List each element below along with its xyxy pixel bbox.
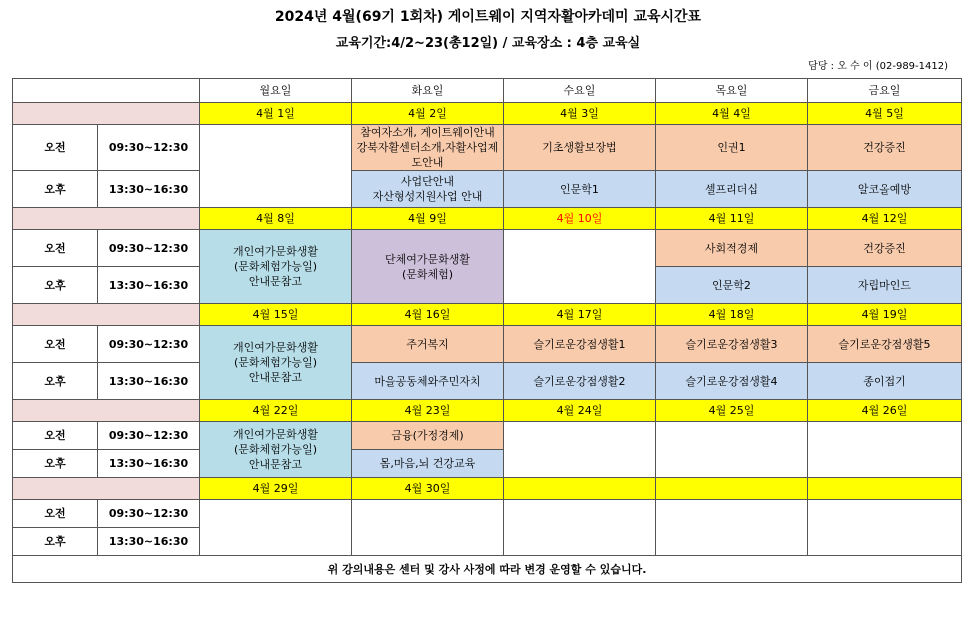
am-time: 09:30~12:30 — [98, 422, 200, 450]
date-label-cell — [13, 304, 200, 326]
date-cell: 4월 8일 — [200, 208, 352, 230]
pm-label: 오후 — [13, 267, 98, 304]
am-row — [13, 422, 962, 450]
pm-time: 13:30~16:30 — [98, 528, 200, 556]
class-cell: 금융(가정경제) — [352, 422, 504, 450]
date-cell: 4월 3일 — [504, 103, 656, 125]
date-cell: 4월 18일 — [656, 304, 808, 326]
empty-cell — [200, 500, 352, 556]
class-cell: 기초생활보장법 — [504, 125, 656, 171]
day-header: 목요일 — [656, 79, 808, 103]
date-cell: 4월 25일 — [656, 400, 808, 422]
date-label-cell — [13, 478, 200, 500]
empty-cell — [504, 230, 656, 304]
class-cell: 슬기로운강점생활4 — [656, 363, 808, 400]
am-label: 오전 — [13, 500, 98, 528]
empty-cell — [808, 422, 962, 478]
empty-cell — [656, 500, 808, 556]
date-cell: 4월 22일 — [200, 400, 352, 422]
date-cell: 4월 11일 — [656, 208, 808, 230]
pm-label: 오후 — [13, 363, 98, 400]
date-row — [13, 478, 962, 500]
class-cell: 개인여가문화생활 (문화체험가능일) 안내문참고 — [200, 326, 352, 400]
empty-cell — [200, 125, 352, 208]
page-subtitle: 교육기간:4/2~23(총12일) / 교육장소 : 4층 교육실 — [335, 36, 641, 51]
date-label-cell — [13, 103, 200, 125]
pm-label: 오후 — [13, 450, 98, 478]
empty-cell — [352, 500, 504, 556]
date-row — [13, 400, 962, 422]
date-row — [13, 304, 962, 326]
class-cell: 사회적경제 — [656, 230, 808, 267]
date-cell: 4월 16일 — [352, 304, 504, 326]
am-label: 오전 — [13, 125, 98, 171]
footer-row — [13, 556, 962, 583]
date-cell: 4월 2일 — [352, 103, 504, 125]
class-cell: 슬기로운강점생활1 — [504, 326, 656, 363]
class-cell: 인문학2 — [656, 267, 808, 304]
date-cell: 4월 26일 — [808, 400, 962, 422]
date-label-cell — [13, 208, 200, 230]
date-cell: 4월 17일 — [504, 304, 656, 326]
class-cell: 개인여가문화생활 (문화체험가능일) 안내문참고 — [200, 422, 352, 478]
class-cell: 건강증진 — [808, 125, 962, 171]
pm-time: 13:30~16:30 — [98, 450, 200, 478]
date-cell: 4월 23일 — [352, 400, 504, 422]
date-cell — [808, 478, 962, 500]
date-cell — [656, 478, 808, 500]
am-label: 오전 — [13, 230, 98, 267]
class-cell: 몸,마음,뇌 건강교육 — [352, 450, 504, 478]
am-row — [13, 230, 962, 267]
footer-note: 위 강의내용은 센터 및 강사 사정에 따라 변경 운영할 수 있습니다. — [13, 556, 962, 583]
class-cell: 마을공동체와주민자치 — [352, 363, 504, 400]
day-header-row — [13, 79, 962, 103]
class-cell: 주거복지 — [352, 326, 504, 363]
class-cell: 참여자소개, 게이트웨이안내 강북자활센터소개,자활사업제도안내 — [352, 125, 504, 171]
am-label: 오전 — [13, 326, 98, 363]
corner-cell — [13, 79, 200, 103]
class-cell: 인권1 — [656, 125, 808, 171]
date-label-cell — [13, 400, 200, 422]
pm-row — [13, 171, 962, 208]
date-cell: 4월 5일 — [808, 103, 962, 125]
empty-cell — [808, 500, 962, 556]
date-cell: 4월 19일 — [808, 304, 962, 326]
class-cell: 슬기로운강점생활2 — [504, 363, 656, 400]
pm-label: 오후 — [13, 528, 98, 556]
holiday-date-cell: 4월 10일 — [504, 208, 656, 230]
pm-label: 오후 — [13, 171, 98, 208]
schedule-table — [12, 78, 962, 583]
pm-row — [13, 363, 962, 400]
date-cell: 4월 1일 — [200, 103, 352, 125]
date-cell: 4월 24일 — [504, 400, 656, 422]
date-cell — [504, 478, 656, 500]
day-header: 수요일 — [504, 79, 656, 103]
day-header: 화요일 — [352, 79, 504, 103]
am-row — [13, 326, 962, 363]
date-cell: 4월 29일 — [200, 478, 352, 500]
day-header: 금요일 — [808, 79, 962, 103]
pm-time: 13:30~16:30 — [98, 171, 200, 208]
pm-time: 13:30~16:30 — [98, 363, 200, 400]
am-row — [13, 125, 962, 171]
date-cell: 4월 30일 — [352, 478, 504, 500]
day-header: 월요일 — [200, 79, 352, 103]
class-cell: 알코올예방 — [808, 171, 962, 208]
empty-cell — [504, 500, 656, 556]
date-cell: 4월 4일 — [656, 103, 808, 125]
class-cell: 건강증진 — [808, 230, 962, 267]
date-cell: 4월 12일 — [808, 208, 962, 230]
class-cell: 슬기로운강점생활3 — [656, 326, 808, 363]
am-time: 09:30~12:30 — [98, 500, 200, 528]
am-time: 09:30~12:30 — [98, 326, 200, 363]
date-row — [13, 103, 962, 125]
class-cell: 단체여가문화생활 (문화체험) — [352, 230, 504, 304]
empty-cell — [656, 422, 808, 478]
page-title: 2024년 4월(69기 1회차) 게이트웨이 지역자활아카데미 교육시간표 — [274, 9, 702, 25]
pm-time: 13:30~16:30 — [98, 267, 200, 304]
class-cell: 셀프리더십 — [656, 171, 808, 208]
class-cell: 슬기로운강점생활5 — [808, 326, 962, 363]
empty-cell — [504, 422, 656, 478]
class-cell: 인문학1 — [504, 171, 656, 208]
date-cell: 4월 9일 — [352, 208, 504, 230]
class-cell: 개인여가문화생활 (문화체험가능일) 안내문참고 — [200, 230, 352, 304]
date-cell: 4월 15일 — [200, 304, 352, 326]
contact-info: 담당 : 오 수 이 (02-989-1412) — [808, 61, 948, 72]
class-cell: 자립마인드 — [808, 267, 962, 304]
class-cell: 종이접기 — [808, 363, 962, 400]
am-time: 09:30~12:30 — [98, 125, 200, 171]
am-row — [13, 500, 962, 528]
am-label: 오전 — [13, 422, 98, 450]
am-time: 09:30~12:30 — [98, 230, 200, 267]
class-cell: 사업단안내 자산형성지원사업 안내 — [352, 171, 504, 208]
date-row — [13, 208, 962, 230]
